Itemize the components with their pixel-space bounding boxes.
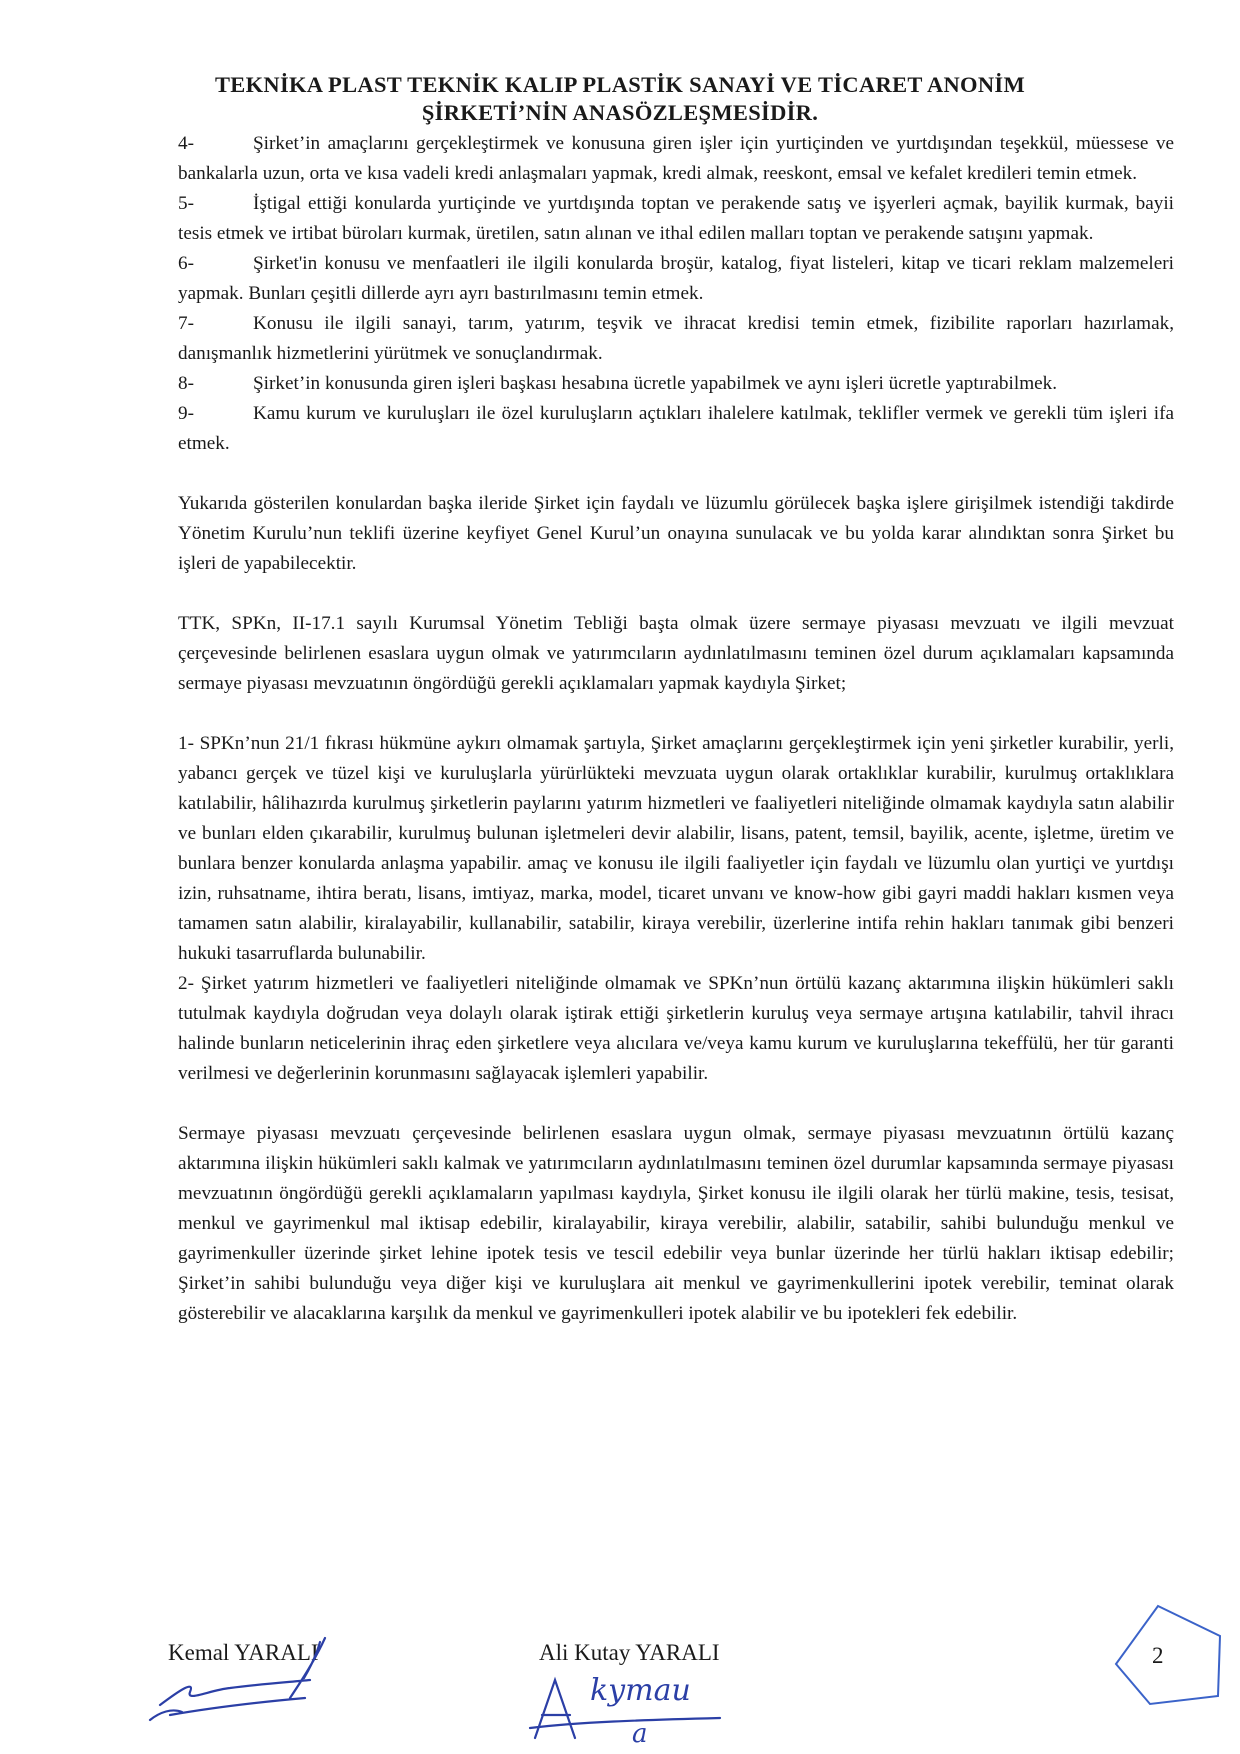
article-number: 9-: [178, 403, 194, 424]
signature-2-initial: a: [632, 1719, 648, 1749]
article-number: 8-: [178, 373, 194, 394]
document-body: [178, 129, 1174, 1329]
page-badge-icon: [1110, 1600, 1230, 1720]
article-text: Konusu ile ilgili sanayi, tarım, yatırım, teşvik ve ihracat kredisi temin etmek, fizibilite raporları hazırlamak, danışmanlık hizmetlerini yürütmek ve sonuçlandırmak.: [178, 313, 1174, 364]
paragraph-capital-markets: TTK, SPKn, II-17.1 sayılı Kurumsal Yönetim Tebliği başta olmak üzere sermaye piyasası mevzuatı ve ilgili mevzuat çerçevesinde belirlenen esaslara uygun olmak ve yatırımcıların aydınlatılmasını teminen özel durum açıklamaları kapsamında sermaye piyasası mevzuatının öngördüğü gerekli açıklamaları yapmak kaydıyla Şirket;: [178, 613, 1174, 694]
article-number: 4-: [178, 133, 194, 154]
paragraph-other-activities: Yukarıda gösterilen konulardan başka ileride Şirket için faydalı ve lüzumlu görülecek başka işlere girişilmek istendiği takdirde Yönetim Kurulu’nun teklifi üzerine keyfiyet Genel Kurul’un onayına sunulacak ve bu yolda karar alındıktan sonra Şirket bu işleri de yapabilecektir.: [178, 493, 1174, 574]
article-8: [178, 369, 1174, 399]
article-5: [178, 189, 1174, 249]
paragraph-real-estate: Sermaye piyasası mevzuatı çerçevesinde belirlenen esaslara uygun olmak, sermaye piyasası mevzuatının örtülü kazanç aktarımına ilişkin hükümleri saklı kalmak ve yatırımcıların aydınlatılmasını teminen özel durumlar kapsamında sermaye piyasası mevzuatının öngördüğü gerekli açıklamaların yapılması kaydıyla, Şirket konusu ile ilgili olarak her türlü makine, tesis, tesisat, menkul ve gayrimenkul mal iktisap edebilir, kiralayabilir, kiraya verebilir, alabilir, satabilir, sahibi bulunduğu menkul ve gayrimenkuller üzerinde şirket lehine ipotek tesis ve tescil edebilir veya bunlar üzerinde her türlü hakları iktisap edebilir; Şirket’in sahibi bulunduğu veya diğer kişi ve kuruluşlara ait menkul ve gayrimenkullerini ipotek verebilir, teminat olarak gösterebilir ve alacaklarına karşılık da menkul ve gayrimenkulleri ipotek alabilir ve bu ipotekleri fek edebilir.: [178, 1123, 1174, 1324]
signature-1-icon: [120, 1620, 380, 1730]
article-number: 6-: [178, 253, 194, 274]
article-6: [178, 249, 1174, 309]
signatory-name-1: Kemal YARALI: [168, 1640, 319, 1665]
paragraph-item-1: 1- SPKn’nun 21/1 fıkrası hükmüne aykırı olmamak şartıyla, Şirket amaçlarını gerçekleştirmek için yeni şirketler kurabilir, yerli, yabancı gerçek ve tüzel kişi ve kuruluşlarla yürürlükteki mevzuata uygun olarak ortaklıklar kurabilir, kurulmuş ortaklıklara katılabilir, hâlihazırda kurulmuş şirketlerin paylarını yatırım hizmetleri ve faaliyetleri niteliğinde olmamak kaydıyla satın alabilir ve bunları elden çıkarabilir, kurulmuş bulunan işletmeleri devir alabilir, lisans, patent, temsil, bayilik, acente, işletme, üretim ve bunlara benzer konularda anlaşma yapabilir. amaç ve konusu ile ilgili faaliyetler için faydalı ve lüzumlu olan yurtiçi ve yurtdışı izin, ruhsatname, ihtira beratı, lisans, imtiyaz, marka, model, ticaret unvanı ve know-how gibi gayri maddi hakları kısmen veya tamamen satın alabilir, kiralayabilir, kullanabilir, satabilir, kiraya verebilir, üzerlerine intifa rehin hakları tanımak gibi benzeri hukuki tasarruflarda bulunabilir.: [178, 733, 1174, 964]
article-text: İştigal ettiği konularda yurtiçinde ve yurtdışında toptan ve perakende satış ve işyerleri açmak, bayilik kurmak, bayii tesis etmek ve irtibat büroları kurmak, üretilen, satın alınan ve ithal edilen malları toptan ve perakende satışını yapmak.: [178, 193, 1174, 244]
signatory-name-2: Ali Kutay YARALI: [539, 1640, 720, 1665]
article-text: Kamu kurum ve kuruluşları ile özel kuruluşların açtıkları ihalelere katılmak, teklifler vermek ve gerekli tüm işleri ifa etmek.: [178, 403, 1174, 454]
article-number: 5-: [178, 193, 194, 214]
document-title-line1: TEKNİKA PLAST TEKNİK KALIP PLASTİK SANAYİ VE TİCARET ANONİM: [214, 72, 1025, 97]
signature-2-handwriting: kymau: [590, 1673, 691, 1708]
document-title-line2: ŞİRKETİ’NİN ANASÖZLEŞMESİDİR.: [421, 100, 819, 125]
article-9: [178, 399, 1174, 459]
article-4: [178, 129, 1174, 189]
article-7: [178, 309, 1174, 369]
paragraph-item-2: 2- Şirket yatırım hizmetleri ve faaliyetleri niteliğinde olmamak ve SPKn’nun örtülü kazanç aktarımına ilişkin hükümleri saklı tutulmak kaydıyla doğrudan veya dolaylı olarak iştirak ettiği şirketlerin kuruluş veya sermaye artışına katılabilir, tahvil ihracı halinde bunların neticelerinin ihraç eden şirketlere veya alıcılara ve/veya kamu kurum ve kuruluşlarına tekeffülü, her tür garanti verilmesi ve değerlerinin korunmasını sağlayacak işlemleri yapabilir.: [178, 973, 1174, 1084]
article-text: Şirket’in konusunda giren işleri başkası hesabına ücretle yapabilmek ve aynı işleri ücretle yaptırabilmek.: [253, 373, 1058, 394]
article-text: Şirket'in konusu ve menfaatleri ile ilgili konularda broşür, katalog, fiyat listeleri, kitap ve ticari reklam malzemeleri yapmak. Bunları çeşitli dillerde ayrı ayrı bastırılmasını temin etmek.: [178, 253, 1174, 304]
page-number: 2: [1152, 1643, 1164, 1668]
signature-2-icon: [520, 1660, 760, 1750]
article-text: Şirket’in amaçlarını gerçekleştirmek ve konusuna giren işler için yurtiçinden ve yurtdışından teşekkül, müessese ve bankalarla uzun, orta ve kısa vadeli kredi anlaşmaları yapmak, kredi almak, reeskont, emsal ve kefalet kredileri temin etmek.: [178, 133, 1174, 184]
article-number: 7-: [178, 313, 194, 334]
